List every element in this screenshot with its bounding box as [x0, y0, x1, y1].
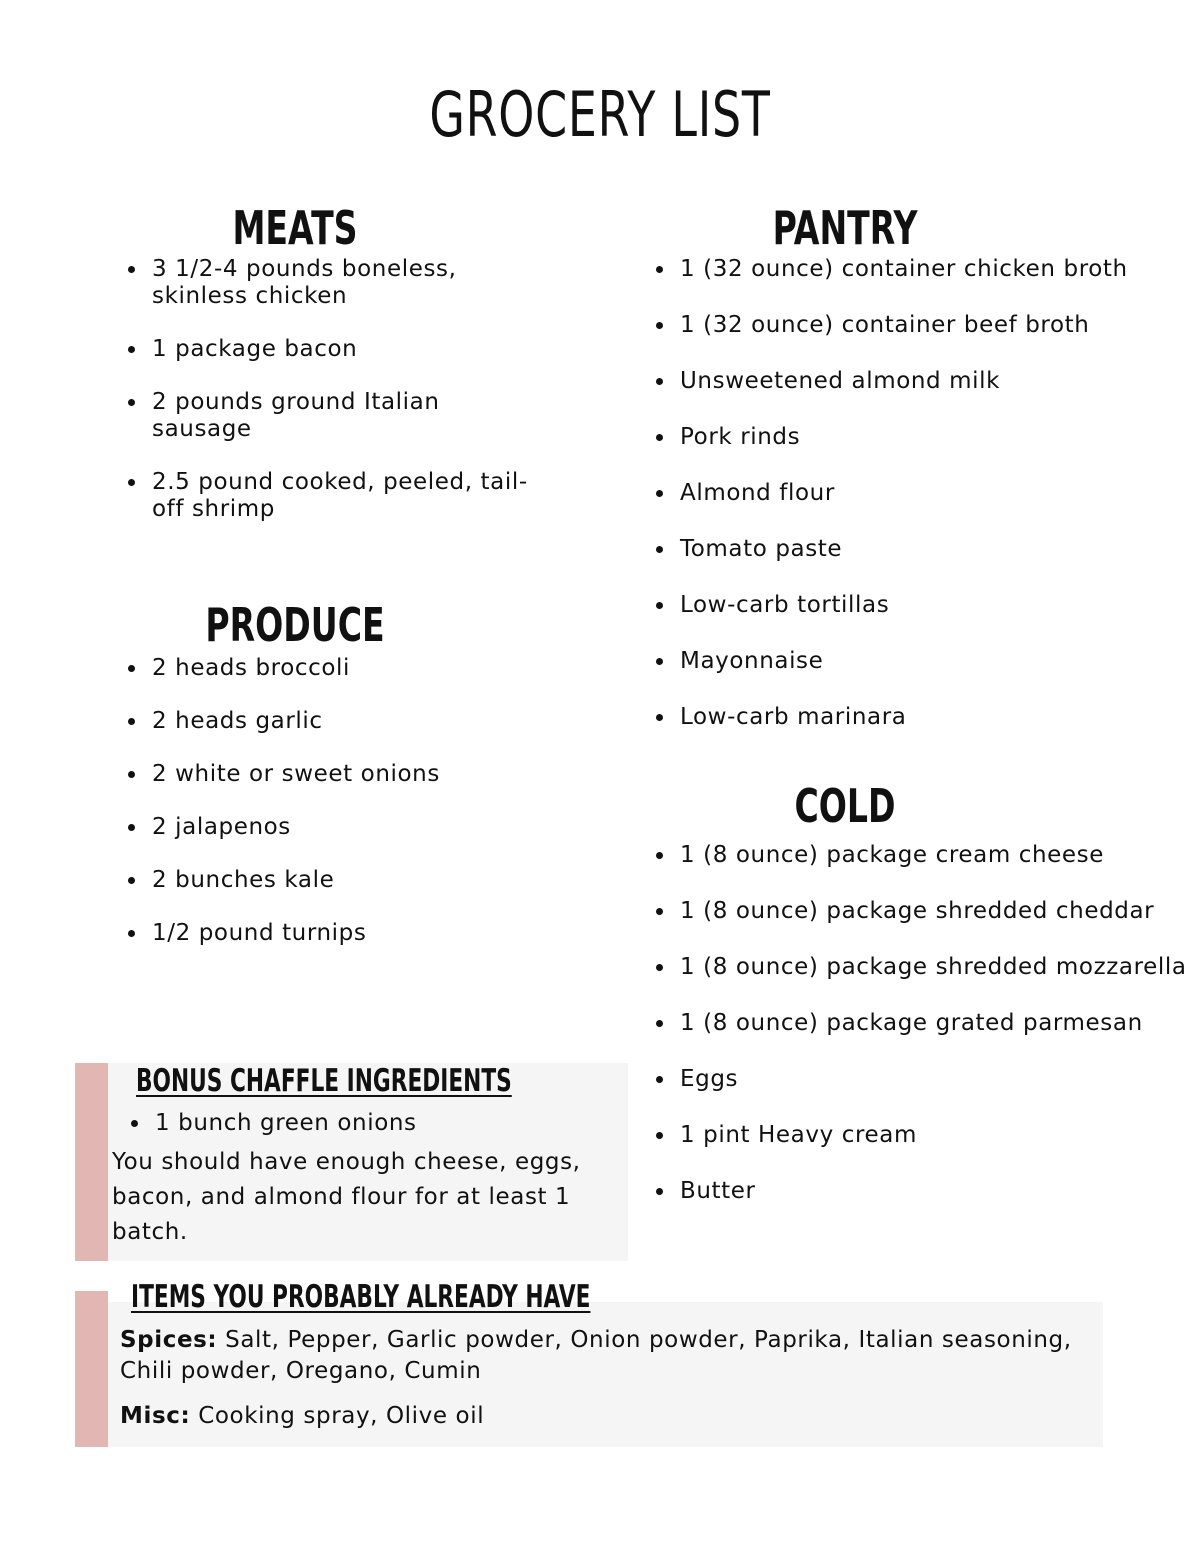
list-item: 3 1/2-4 pounds boneless, skinless chicken — [125, 256, 545, 310]
list-item: 2.5 pound cooked, peeled, tail-off shrimp — [125, 469, 545, 523]
already-have-heading: ITEMS YOU PROBABLY ALREADY HAVE — [131, 1279, 591, 1315]
list-item: Mayonnaise — [653, 648, 1173, 675]
list-item: 2 jalapenos — [125, 814, 545, 841]
page-title: GROCERY LIST — [429, 78, 771, 151]
list-item: Butter — [653, 1178, 1193, 1205]
pantry-heading: PANTRY — [772, 201, 918, 255]
meats-heading: MEATS — [232, 201, 358, 255]
list-item: 1 (8 ounce) package grated parmesan — [653, 1010, 1193, 1037]
list-item: 2 white or sweet onions — [125, 761, 545, 788]
list-item: Pork rinds — [653, 424, 1173, 451]
list-item: Low-carb tortillas — [653, 592, 1173, 619]
list-item: Unsweetened almond milk — [653, 368, 1173, 395]
cold-heading: COLD — [794, 779, 896, 833]
list-item: 1/2 pound turnips — [125, 920, 545, 947]
list-item: 2 heads broccoli — [125, 655, 545, 682]
list-item: 2 bunches kale — [125, 867, 545, 894]
bonus-accent-bar — [75, 1063, 108, 1261]
misc-label: Misc: — [120, 1403, 191, 1429]
misc-line — [120, 1401, 1090, 1432]
list-item: 1 pint Heavy cream — [653, 1122, 1193, 1149]
list-item: 1 package bacon — [125, 336, 545, 363]
list-item: Tomato paste — [653, 536, 1173, 563]
produce-list — [125, 655, 545, 973]
produce-heading: PRODUCE — [205, 598, 385, 652]
meats-list — [125, 256, 545, 549]
list-item: 1 (8 ounce) package cream cheese — [653, 842, 1193, 869]
misc-text: Cooking spray, Olive oil — [190, 1403, 485, 1429]
bonus-heading: BONUS CHAFFLE INGREDIENTS — [136, 1063, 512, 1099]
already-have-accent-bar — [75, 1291, 108, 1447]
list-item: Eggs — [653, 1066, 1193, 1093]
cold-list — [653, 842, 1193, 1234]
bonus-note: You should have enough cheese, eggs, bacon, and almond flour for at least 1 batch. — [112, 1149, 581, 1245]
spices-line — [120, 1325, 1090, 1387]
spices-label: Spices: — [120, 1327, 218, 1353]
list-item: 2 heads garlic — [125, 708, 545, 735]
list-item: 1 (8 ounce) package shredded mozzarella — [653, 954, 1193, 981]
list-item: Low-carb marinara — [653, 704, 1173, 731]
list-item: 2 pounds ground Italian sausage — [125, 389, 545, 443]
pantry-list — [653, 256, 1173, 760]
list-item: Almond flour — [653, 480, 1173, 507]
list-item: 1 (8 ounce) package shredded cheddar — [653, 898, 1193, 925]
list-item: 1 (32 ounce) container chicken broth — [653, 256, 1173, 283]
bonus-list — [128, 1110, 608, 1137]
list-item: 1 (32 ounce) container beef broth — [653, 312, 1173, 339]
spices-text: Salt, Pepper, Garlic powder, Onion powder, Paprika, Italian seasoning, Chili powder, Oregano, Cumin — [120, 1327, 1072, 1384]
list-item: 1 bunch green onions — [128, 1110, 608, 1137]
